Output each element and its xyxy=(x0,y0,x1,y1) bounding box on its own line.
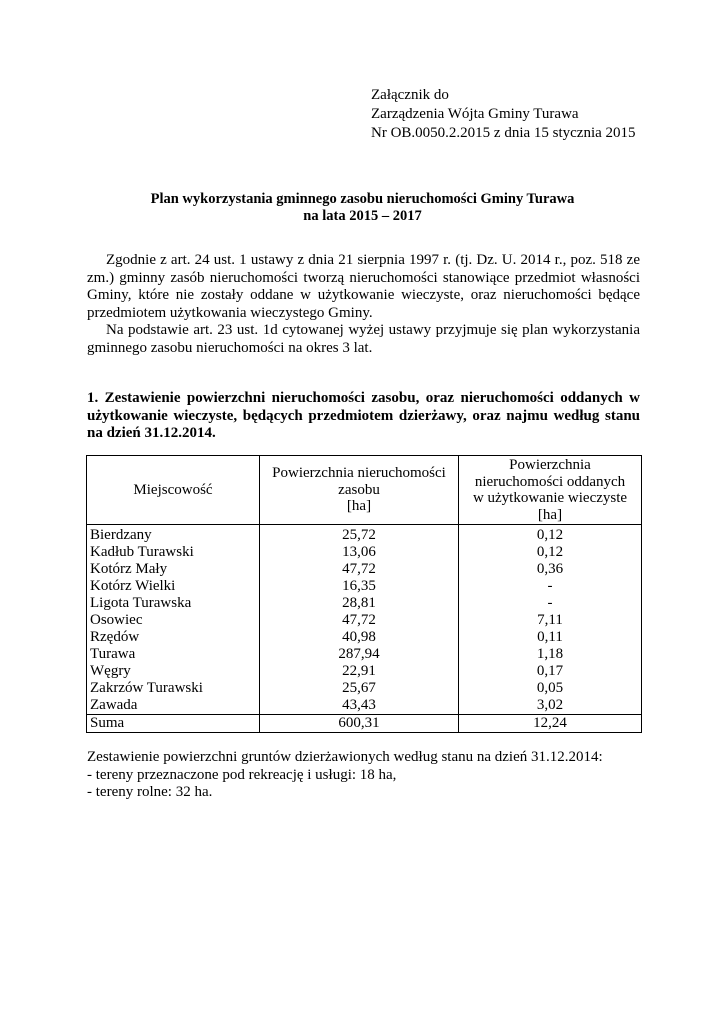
cell-place: Rzędów xyxy=(87,629,260,646)
title-line-1: Plan wykorzystania gminnego zasobu nieruchomości Gminy Turawa xyxy=(150,191,575,207)
table-row xyxy=(87,663,642,680)
header-resource-area xyxy=(260,456,459,525)
cell-area: 28,81 xyxy=(260,595,459,612)
table-header-row xyxy=(87,456,642,525)
cell-perpetual: - xyxy=(459,578,642,595)
table-row xyxy=(87,680,642,697)
attachment-line-3: Nr OB.0050.2.2015 z dnia 15 stycznia 2015 xyxy=(371,125,636,141)
cell-place: Zakrzów Turawski xyxy=(87,680,260,697)
section-1-heading: 1. Zestawienie powierzchni nieruchomości zasobu, oraz nieruchomości oddanych w użytkowanie wieczyste, będących przedmiotem dzierżawy, oraz najmu według stanu na dzień 31.12.2014. xyxy=(87,390,640,442)
table-row xyxy=(87,561,642,578)
cell-perpetual: 3,02 xyxy=(459,697,642,715)
cell-area: 47,72 xyxy=(260,561,459,578)
lease-summary-line-3: - tereny rolne: 32 ha. xyxy=(87,784,213,800)
total-perpetual: 12,24 xyxy=(459,715,642,733)
lease-summary-line-1: Zestawienie powierzchni gruntów dzierżawionych według stanu na dzień 31.12.2014: xyxy=(87,749,603,765)
title-line-2: na lata 2015 – 2017 xyxy=(303,208,422,224)
table-total-row xyxy=(87,715,642,733)
cell-area: 47,72 xyxy=(260,612,459,629)
cell-place: Kotórz Mały xyxy=(87,561,260,578)
table-row xyxy=(87,612,642,629)
cell-perpetual: 0,05 xyxy=(459,680,642,697)
attachment-line-1: Załącznik do xyxy=(371,87,449,103)
cell-perpetual: 0,17 xyxy=(459,663,642,680)
intro-paragraph-2: Na podstawie art. 23 ust. 1d cytowanej wyżej ustawy przyjmuje się plan wykorzystania gminnego zasobu nieruchomości na okres 3 lat. xyxy=(87,322,640,356)
header-perpetual-line-1: Powierzchnia xyxy=(509,457,591,473)
property-area-table xyxy=(86,455,642,733)
cell-place: Ligota Turawska xyxy=(87,595,260,612)
header-resource-area-line-1: Powierzchnia nieruchomości xyxy=(272,465,446,482)
total-label: Suma xyxy=(87,715,260,733)
cell-area: 16,35 xyxy=(260,578,459,595)
cell-place: Bierdzany xyxy=(87,525,260,545)
cell-perpetual: 0,11 xyxy=(459,629,642,646)
table-row xyxy=(87,525,642,545)
total-area: 600,31 xyxy=(260,715,459,733)
cell-area: 25,67 xyxy=(260,680,459,697)
cell-area: 287,94 xyxy=(260,646,459,663)
cell-place: Kotórz Wielki xyxy=(87,578,260,595)
cell-perpetual: 0,36 xyxy=(459,561,642,578)
cell-area: 40,98 xyxy=(260,629,459,646)
lease-summary-line-2: - tereny przeznaczone pod rekreację i usługi: 18 ha, xyxy=(87,766,397,783)
cell-perpetual: - xyxy=(459,595,642,612)
header-perpetual-usufruct-area xyxy=(459,456,642,525)
header-perpetual-line-2: nieruchomości oddanych xyxy=(474,473,626,490)
document-title xyxy=(0,191,725,225)
table-row xyxy=(87,578,642,595)
intro-text xyxy=(87,252,640,358)
cell-perpetual: 0,12 xyxy=(459,544,642,561)
cell-perpetual: 0,12 xyxy=(459,525,642,545)
table-row xyxy=(87,629,642,646)
cell-place: Osowiec xyxy=(87,612,260,629)
cell-area: 22,91 xyxy=(260,663,459,680)
header-locality: Miejscowość xyxy=(87,456,260,525)
cell-area: 43,43 xyxy=(260,697,459,715)
attachment-header xyxy=(371,86,636,143)
lease-summary xyxy=(87,749,603,802)
cell-place: Zawada xyxy=(87,697,260,715)
intro-paragraph-1: Zgodnie z art. 24 ust. 1 ustawy z dnia 21 sierpnia 1997 r. (tj. Dz. U. 2014 r., poz. 518 ze zm.) gminny zasób nieruchomości tworzą nieruchomości stanowiące przedmiot własności Gminy, które nie zostały oddane w użytkowanie wieczyste, oraz nieruchomości będące przedmiotem użytkowania wieczystego Gminy. xyxy=(87,252,640,321)
header-resource-area-line-3: [ha] xyxy=(346,498,372,515)
attachment-line-2: Zarządzenia Wójta Gminy Turawa xyxy=(371,106,579,122)
cell-area: 13,06 xyxy=(260,544,459,561)
header-resource-area-line-2: zasobu xyxy=(338,481,380,498)
header-perpetual-line-4: [ha] xyxy=(537,506,563,523)
table-row xyxy=(87,646,642,663)
cell-perpetual: 7,11 xyxy=(459,612,642,629)
table-row xyxy=(87,697,642,715)
cell-area: 25,72 xyxy=(260,525,459,545)
cell-place: Turawa xyxy=(87,646,260,663)
table-row xyxy=(87,544,642,561)
cell-place: Kadłub Turawski xyxy=(87,544,260,561)
cell-perpetual: 1,18 xyxy=(459,646,642,663)
table-row xyxy=(87,595,642,612)
cell-place: Węgry xyxy=(87,663,260,680)
header-perpetual-line-3: w użytkowanie wieczyste xyxy=(472,490,628,506)
